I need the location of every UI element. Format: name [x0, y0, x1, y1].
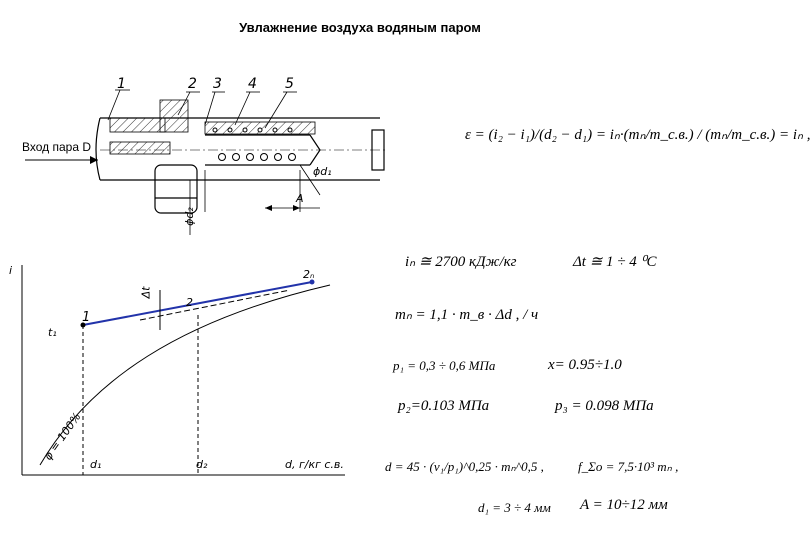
y-axis-label: i: [9, 264, 13, 277]
inlet-label: Вход пара D: [22, 140, 91, 154]
dim-d1-label: ϕd₁: [313, 165, 332, 178]
point-1-label: t₁: [48, 326, 57, 339]
delta-t-formula: Δt ≅ 1 ÷ 4 ⁰C: [573, 254, 657, 270]
i-n-formula: iₙ ≅ 2700 кДж/кг: [405, 254, 517, 270]
point-2: 2: [186, 296, 193, 309]
part-number-2: 2: [188, 76, 197, 92]
dim-A-label: A: [296, 192, 304, 205]
m-n-formula: mₙ = 1,1 · m_в · Δd , / ч: [395, 307, 539, 323]
dim-d2-label: ϕd₂: [182, 207, 196, 226]
point-2-label: 2ₙ: [303, 268, 315, 281]
p3-formula: p₃ = 0.098 МПа: [555, 398, 654, 414]
phi-label: φ = 100%: [41, 410, 84, 463]
x-axis-label: d, г/кг с.в.: [285, 458, 344, 471]
d-formula: d = 45 · (v₁/p₁)^0,25 · mₙ^0,5 ,: [385, 459, 544, 474]
delta-t-label: Δt: [139, 286, 153, 299]
d2-label: d₂: [196, 458, 208, 471]
f-formula: f_Σo = 7,5·10³ mₙ ,: [578, 459, 679, 474]
page-title: Увлажнение воздуха водяным паром: [239, 20, 481, 35]
A-formula: A = 10÷12 мм: [580, 497, 668, 513]
d1-formula: d₁ = 3 ÷ 4 мм: [478, 500, 551, 515]
part-number-5: 5: [285, 76, 294, 92]
part-number-3: 3: [213, 76, 222, 92]
p1-formula: p₁ = 0,3 ÷ 0,6 МПа: [393, 358, 496, 373]
part-number-1: 1: [117, 76, 126, 92]
p2-formula: p₂=0.103 МПа: [398, 398, 490, 414]
point-1: 1: [82, 310, 91, 325]
d1-label: d₁: [90, 458, 102, 471]
epsilon-formula: ε = (i₂ − i₁)/(d₂ − d₁) = iₙ·(mₙ/m_с.в.) / (mₙ/m_с.в.) = iₙ ,: [465, 127, 811, 143]
part-number-4: 4: [248, 76, 257, 92]
x-formula: x= 0.95÷1.0: [548, 357, 622, 373]
